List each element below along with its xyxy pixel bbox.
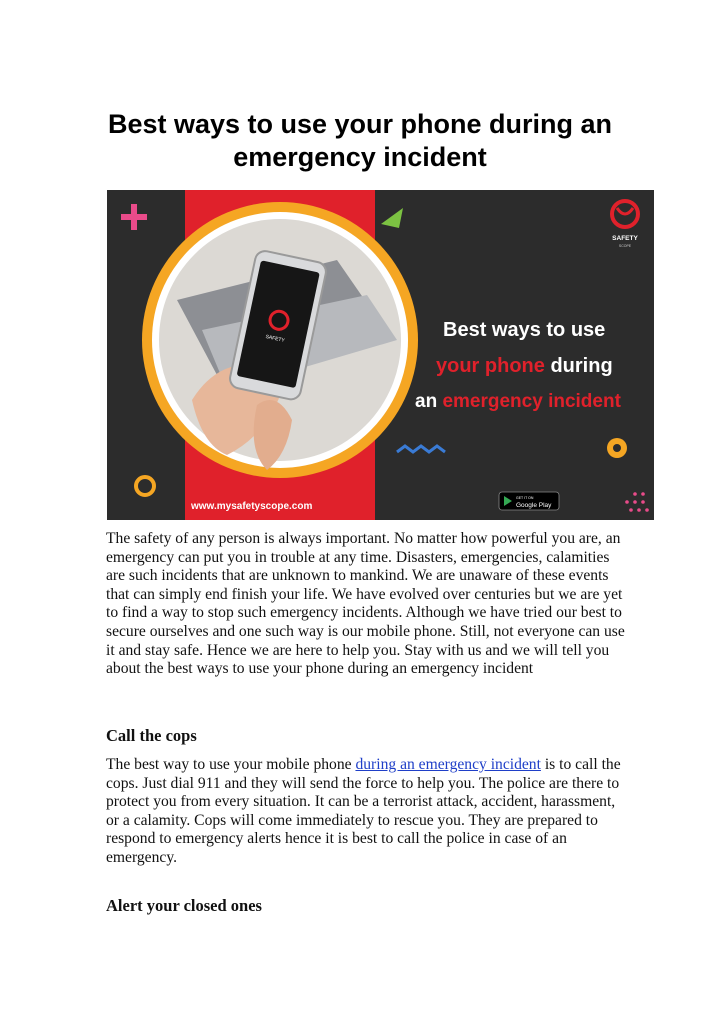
banner-headline-3 xyxy=(415,391,622,412)
headline-highlight-incident: emergency incident xyxy=(442,391,621,412)
phone-logo-text: SAFETY xyxy=(264,333,286,344)
triangle-icon xyxy=(381,208,403,228)
headline-highlight-phone: your phone xyxy=(436,355,545,377)
wave-icon xyxy=(397,446,445,452)
cops-paragraph-end: is to call the cops. Just dial 911 and they will send the force to help you. The police are there to protect you from every situation. It can be a terrorist attack, accident, harassment, or a calamity. Cops will come immediately to rescue you. They are prepared to respond to emergency alerts hence it is best to call the police in case of an emergency. xyxy=(106,756,621,866)
banner-graphic xyxy=(107,190,654,520)
banner-headline-2 xyxy=(436,355,613,377)
cops-paragraph-start: The best way to use your mobile phone xyxy=(106,756,356,773)
ring-icon xyxy=(136,477,154,495)
badge-large-text: Google Play xyxy=(516,502,552,509)
badge-small-text: GET IT ON xyxy=(516,496,534,500)
heading-call-the-cops: Call the cops xyxy=(106,726,197,745)
cops-paragraph xyxy=(106,756,626,868)
emergency-incident-link[interactable]: during an emergency incident xyxy=(355,756,541,773)
banner-website: www.mysafetyscope.com xyxy=(191,501,313,512)
intro-paragraph: The safety of any person is always important. No matter how powerful you are, an emergency can put you in trouble at any time. Disasters, emergencies, calamities are such incidents that are unknown to mankind. We are unaware of these events that can simply end finish your life. We have evolved over centuries but we are yet to find a way to stop such emergency incidents. Although we have tried our best to secure ourselves and one such way is our mobile phone. Still, not everyone can use it and stay safe. Hence we are here to help you. Stay with us and we will tell you about the best ways to use your phone during an emergency incident xyxy=(106,530,625,678)
banner-headline-1: Best ways to use xyxy=(443,319,606,341)
heading-alert-closed-ones: Alert your closed ones xyxy=(106,896,262,915)
google-play-badge[interactable] xyxy=(499,492,559,510)
document-title: Best ways to use your phone during an emergency incident xyxy=(107,109,613,172)
logo-text: SAFETY xyxy=(612,235,638,242)
safety-scope-logo xyxy=(612,201,638,248)
headline-during: during xyxy=(544,355,613,377)
plus-icon xyxy=(121,204,147,230)
dots-pattern xyxy=(625,492,649,512)
hero-banner xyxy=(107,190,654,520)
logo-subtext: SCOPE xyxy=(618,244,632,248)
headline-an: an xyxy=(415,391,443,412)
